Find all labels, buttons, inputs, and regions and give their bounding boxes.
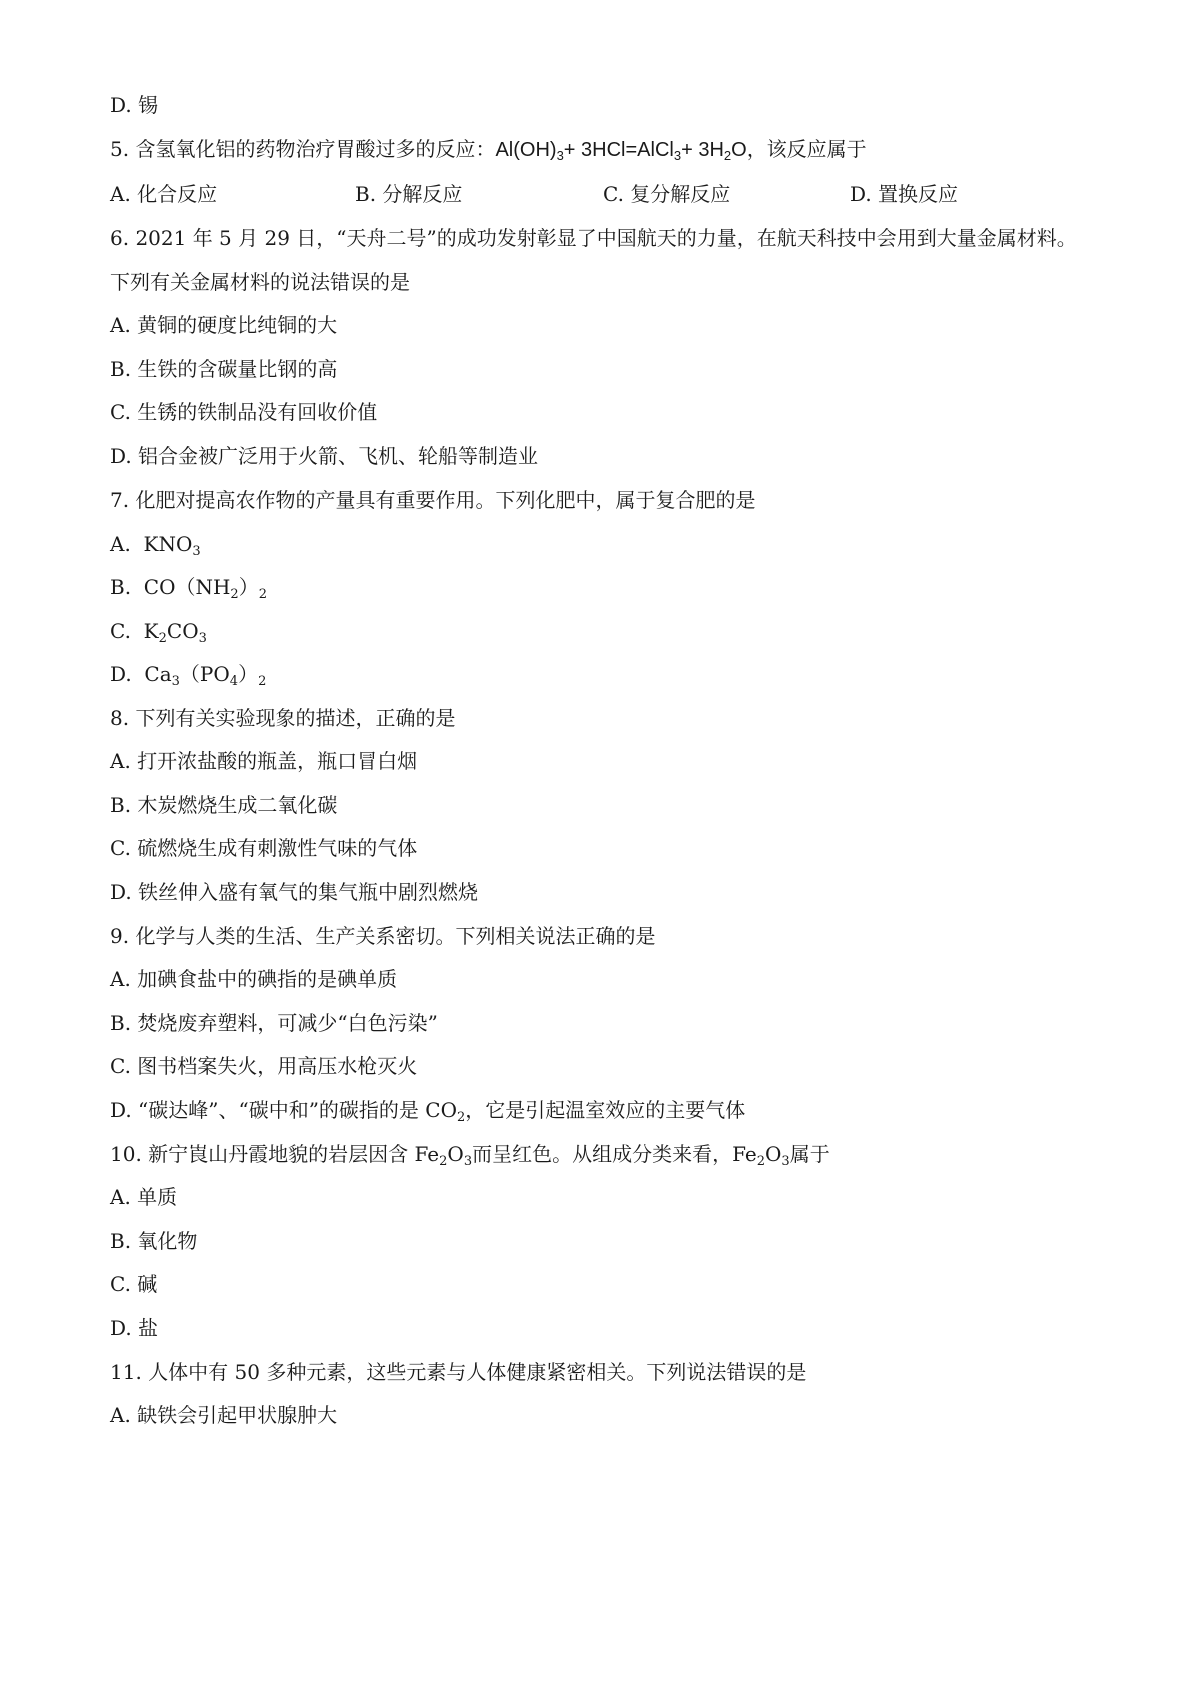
- option-label: B.: [110, 575, 132, 599]
- formula-part: （PO: [179, 662, 230, 686]
- q8-option-d: D. 铁丝伸入盛有氧气的集气瓶中剧烈燃烧: [110, 880, 479, 904]
- q4-option-d: D. 锡: [110, 93, 159, 117]
- q9-option-a: A. 加碘食盐中的碘指的是碘单质: [110, 967, 398, 991]
- formula-sub: 2: [457, 1110, 466, 1125]
- formula-part: CO: [166, 619, 199, 643]
- eq-part: Al(OH): [495, 139, 557, 161]
- option-text: ，它是引起温室效应的主要气体: [465, 1098, 746, 1122]
- q6-option-a: A. 黄铜的硬度比纯铜的大: [110, 313, 338, 337]
- q8-option-b: B. 木炭燃烧生成二氧化碳: [110, 793, 338, 817]
- formula-part: CO（NH: [143, 575, 231, 599]
- stem-part: O: [447, 1142, 464, 1166]
- q11-stem: 11. 人体中有 50 多种元素，这些元素与人体健康紧密相关。下列说法错误的是: [110, 1360, 807, 1384]
- formula-part: ）: [238, 662, 259, 686]
- formula-sub: 4: [229, 674, 239, 689]
- formula-sub: 3: [171, 674, 180, 689]
- option-label: C.: [110, 619, 131, 643]
- formula-part: KNO: [143, 532, 193, 556]
- q10-option-b: B. 氧化物: [110, 1229, 198, 1253]
- formula-sub: 2: [258, 587, 267, 602]
- formula-sub: 3: [198, 631, 207, 646]
- stem-part: 属于: [789, 1142, 830, 1166]
- formula-sub: 2: [230, 587, 239, 602]
- q6-stem-line1: 6. 2021 年 5 月 29 日，“天舟二号”的成功发射彰显了中国航天的力量，在航天科技中会用到大量金属材料。: [110, 226, 1077, 250]
- q8-stem: 8. 下列有关实验现象的描述，正确的是: [110, 706, 456, 730]
- formula-sub: 2: [439, 1154, 448, 1169]
- q9-stem: 9. 化学与人类的生活、生产关系密切。下列相关说法正确的是: [110, 924, 656, 948]
- formula-sub: 2: [258, 674, 267, 689]
- eq-part: + 3H: [681, 139, 724, 161]
- formula-sub: 3: [781, 1154, 790, 1169]
- option-text: D. “碳达峰”、“碳中和”的碳指的是 CO: [110, 1098, 457, 1122]
- q8-option-c: C. 硫燃烧生成有刺激性气味的气体: [110, 836, 418, 860]
- formula-sub: 2: [756, 1154, 766, 1169]
- q5-option-d: D. 置换反应: [850, 182, 959, 206]
- q7-option-c: [110, 617, 207, 645]
- eq-sub: 3: [673, 148, 682, 163]
- q5-stem: [110, 135, 867, 164]
- formula-sub: 2: [158, 631, 167, 646]
- q6-option-d: D. 铝合金被广泛用于火箭、飞机、轮船等制造业: [110, 444, 539, 468]
- q6-stem-line2: 下列有关金属材料的说法错误的是: [110, 270, 410, 294]
- q10-option-d: D. 盐: [110, 1316, 159, 1340]
- q10-option-a: A. 单质: [110, 1185, 178, 1209]
- formula-sub: 3: [192, 544, 201, 559]
- q11-option-a: A. 缺铁会引起甲状腺肿大: [110, 1403, 338, 1427]
- option-label: A.: [110, 532, 131, 556]
- q10-stem: [110, 1140, 830, 1168]
- q5-stem-suffix: ，该反应属于: [746, 137, 867, 161]
- q7-option-d: [110, 660, 266, 688]
- formula-part: K: [143, 619, 159, 643]
- q9-option-b: B. 焚烧废弃塑料，可减少“白色污染”: [110, 1011, 438, 1035]
- stem-part: O: [765, 1142, 782, 1166]
- eq-part: O: [731, 139, 747, 161]
- q8-option-a: A. 打开浓盐酸的瓶盖，瓶口冒白烟: [110, 749, 418, 773]
- formula-part: ）: [238, 575, 259, 599]
- option-label: D.: [110, 662, 132, 686]
- formula-part: Ca: [144, 662, 172, 686]
- q6-option-c: C. 生锈的铁制品没有回收价值: [110, 400, 378, 424]
- stem-part: 10. 新宁崀山丹霞地貌的岩层因含 Fe: [110, 1142, 440, 1166]
- q5-option-c: C. 复分解反应: [603, 182, 731, 206]
- q5-stem-prefix: 5. 含氢氧化铝的药物治疗胃酸过多的反应：: [110, 137, 496, 161]
- stem-part: 而呈红色。从组成分类来看，Fe: [472, 1142, 757, 1166]
- eq-sub: 3: [556, 148, 564, 163]
- eq-part: + 3HCl=AlCl: [563, 139, 674, 161]
- formula-sub: 3: [463, 1154, 473, 1169]
- q5-options: [110, 180, 1110, 208]
- q5-option-a: A. 化合反应: [110, 182, 218, 206]
- q7-option-b: [110, 573, 267, 601]
- q9-option-d: [110, 1096, 745, 1124]
- q7-option-a: [110, 530, 201, 558]
- q5-option-b: B. 分解反应: [355, 182, 463, 206]
- q9-option-c: C. 图书档案失火，用高压水枪灭火: [110, 1054, 418, 1078]
- q5-equation: [495, 139, 746, 161]
- q7-stem: 7. 化肥对提高农作物的产量具有重要作用。下列化肥中，属于复合肥的是: [110, 488, 756, 512]
- q6-option-b: B. 生铁的含碳量比钢的高: [110, 357, 338, 381]
- eq-sub: 2: [723, 148, 732, 163]
- q10-option-c: C. 碱: [110, 1272, 158, 1296]
